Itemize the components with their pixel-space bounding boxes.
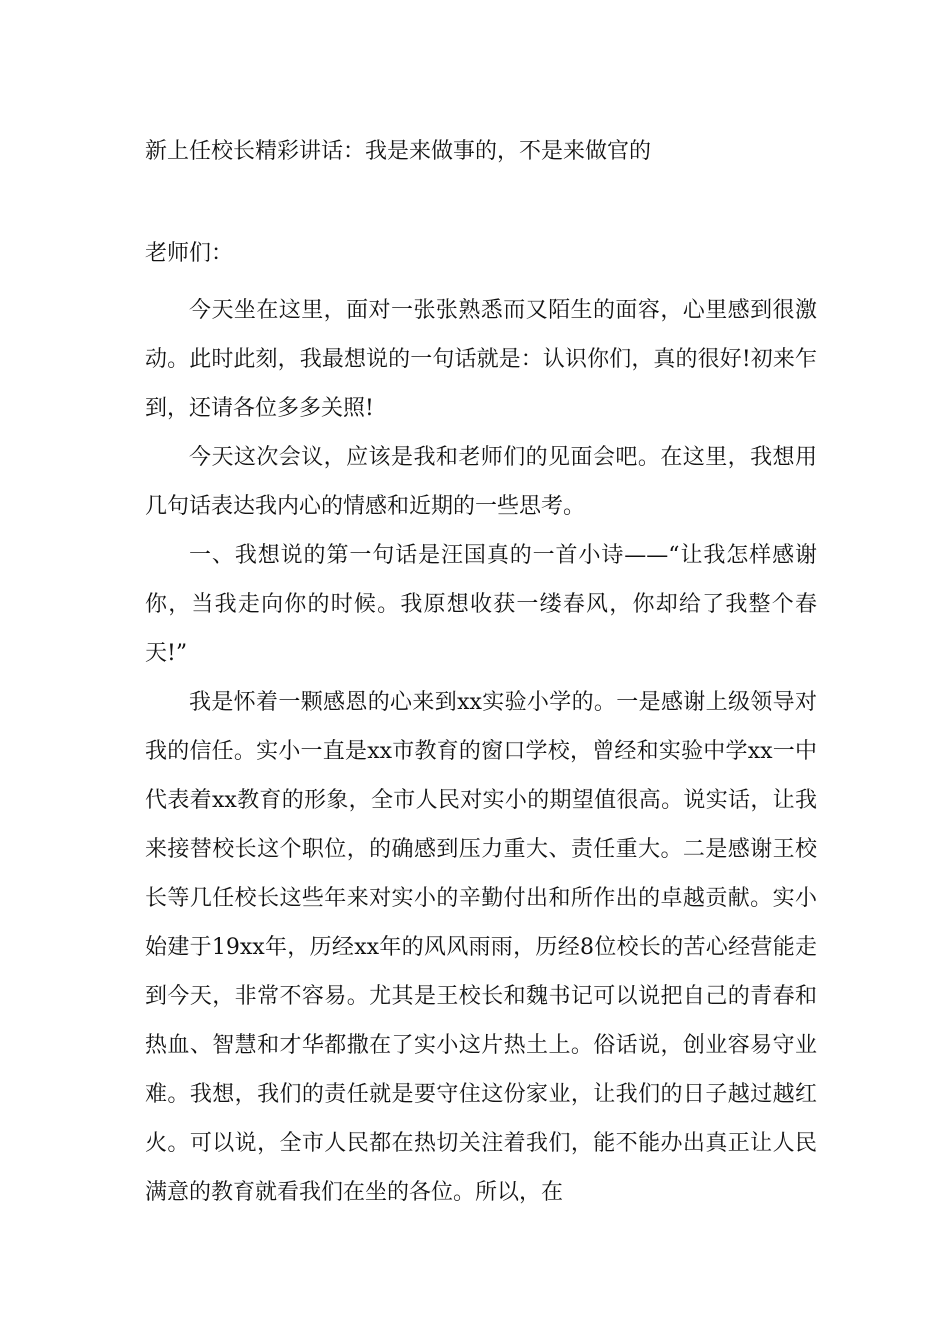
paragraph: 今天坐在这里，面对一张张熟悉而又陌生的面容，心里感到很激动。此时此刻，我最想说的一句话就是：认识你们，真的很好!初来乍到，还请各位多多关照! <box>145 298 817 421</box>
document-body <box>145 286 817 1217</box>
paragraph: 今天这次会议，应该是我和老师们的见面会吧。在这里，我想用几句话表达我内心的情感和近期的一些思考。 <box>145 445 817 519</box>
salutation: 老师们： <box>145 241 234 266</box>
paragraph: 一、我想说的第一句话是汪国真的一首小诗——“让我怎样感谢你，当我走向你的时候。我原想收获一缕春风，你却给了我整个春天!” <box>145 543 817 666</box>
document-title: 新上任校长精彩讲话：我是来做事的，不是来做官的 <box>145 139 652 164</box>
paragraph: 我是怀着一颗感恩的心来到xx实验小学的。一是感谢上级领导对我的信任。实小一直是xx市教育的窗口学校，曾经和实验中学xx一中代表着xx教育的形象，全市人民对实小的期望值很高。说实话，让我来接替校长这个职位，的确感到压力重大、责任重大。二是感谢王校长等几任校长这些年来对实小的辛勤付出和所作出的卓越贡献。实小始建于19xx年，历经xx年的风风雨雨，历经8位校长的苦心经营能走到今天，非常不容易。尤其是王校长和魏书记可以说把自己的青春和热血、智慧和才华都撒在了实小这片热土上。俗话说，创业容易守业难。我想，我们的责任就是要守住这份家业，让我们的日子越过越红火。可以说，全市人民都在热切关注着我们，能不能办出真正让人民满意的教育就看我们在坐的各位。所以，在 <box>145 690 817 1205</box>
